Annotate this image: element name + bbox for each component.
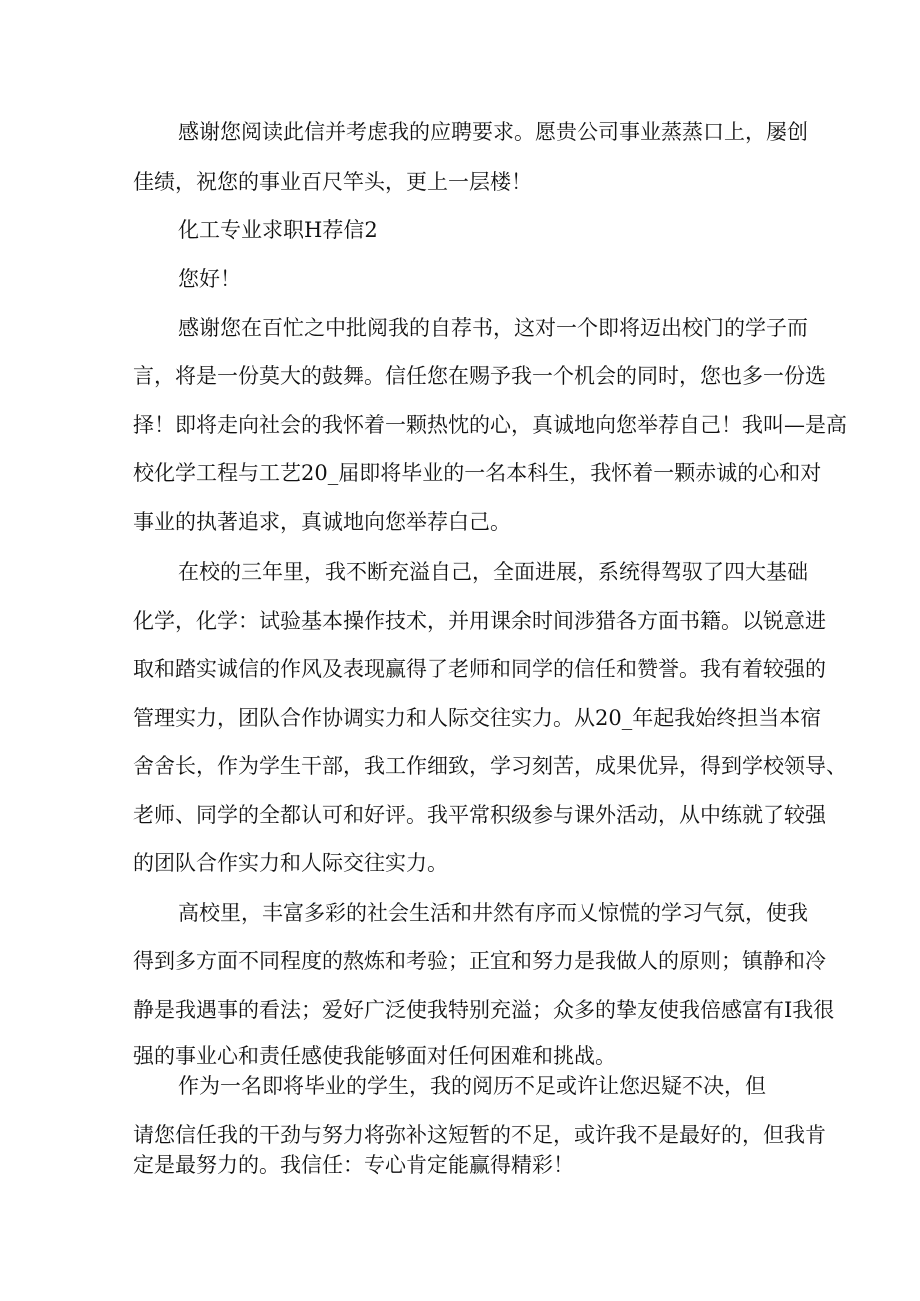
text-line: 得到多方面不同程度的熬炼和考验；正宜和努力是我做人的原则；镇静和冷	[133, 949, 826, 973]
text-line: 校化学工程与工艺20_届即将毕业的一名本科生，我怀着一颗赤诚的心和对	[133, 461, 822, 485]
text-line: 管理实力，团队合作协调实力和人际交往实力。从20_年起我始终担当本宿	[133, 706, 822, 730]
text-line: 请您信任我的干劲与努力将弥补这短暂的不足，或许我不是最好的，但我肯	[133, 1123, 826, 1147]
text-line: 化学，化学：试验基本操作技术，并用课余时间涉猎各方面书籍。以锐意进	[133, 609, 826, 633]
text-line: 择！即将走向社会的我怀着一颗热忱的心，真诚地向您举荐自己！我叫—是高	[133, 413, 847, 437]
text-line: 事业的执著追求，真诚地向您举荐白己。	[133, 510, 511, 534]
text-line: 的团队合作实力和人际交往实力。	[133, 851, 448, 875]
text-line: 在校的三年里，我不断充溢自己，全面进展，系统得驾驭了四大基础	[178, 560, 808, 584]
text-line: 定是最努力的。我信任：专心肯定能赢得精彩！	[133, 1153, 574, 1177]
text-line: 高校里，丰富多彩的社会生活和井然有序而乂惊慌的学习气氛，使我	[178, 901, 808, 925]
section-heading: 化工专业求职H荐信2	[178, 218, 378, 242]
text-line: 强的事业心和责任感使我能够面对任何困难和挑战。	[133, 1044, 616, 1068]
text-line: 佳绩，祝您的事业百尺竿头，更上一层楼！	[133, 170, 532, 194]
text-line: 言，将是一份莫大的鼓舞。信任您在赐予我一个机会的同时，您也多一份选	[133, 364, 826, 388]
text-line: 静是我遇事的看法；爱好广泛使我特别充溢；众多的挚友使我倍感富有I我很	[133, 998, 835, 1022]
text-line: 作为一名即将毕业的学生，我的阅历不足或许让您迟疑不决，但	[178, 1074, 766, 1098]
text-line: 取和踏实诚信的作风及表现赢得了老师和同学的信任和赞誉。我有着较强的	[133, 657, 826, 681]
text-line: 老师、同学的全都认可和好评。我平常积级参与课外活动，从中练就了较强	[133, 803, 826, 827]
text-line: 感谢您在百忙之中批阅我的自荐书，这对一个即将迈出校门的学子而	[178, 316, 808, 340]
text-line: 感谢您阅读此信并考虑我的应聘要求。愿贵公司事业蒸蒸口上，屡创	[178, 120, 808, 144]
text-line: 舍舍长，作为学生干部，我工作细致，学习刻苦，成果优异，得到学校领导、	[133, 754, 847, 778]
salutation: 您好！	[178, 267, 241, 291]
